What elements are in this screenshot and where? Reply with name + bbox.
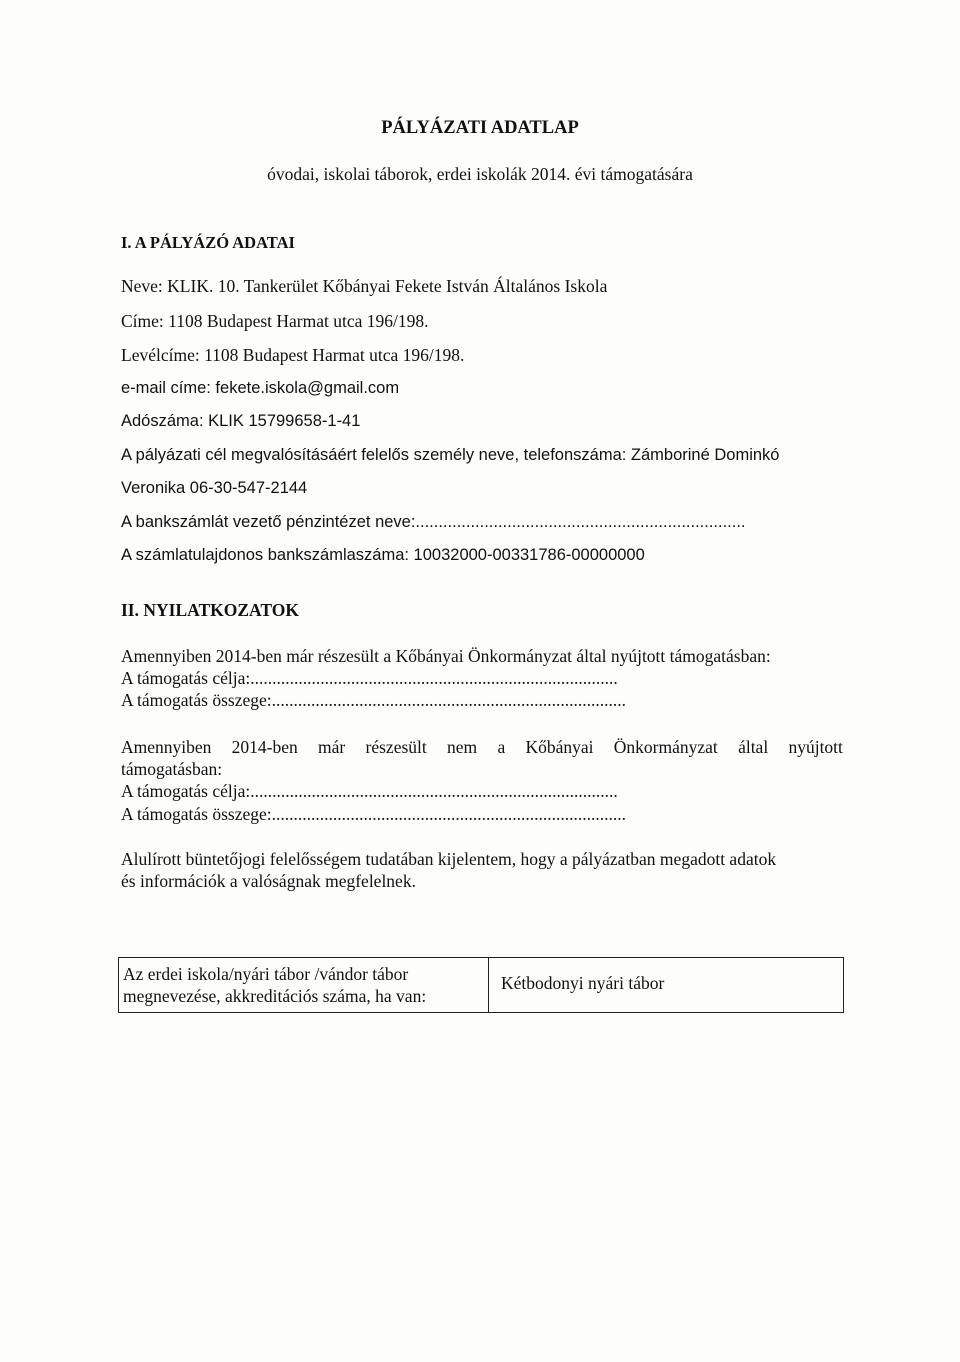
declaration-1-intro: Amennyiben 2014-ben már részesült a Kőbányai Önkormányzat által nyújtott támogatásban: <box>121 646 771 666</box>
section-2-heading: II. NYILATKOZATOK <box>121 600 299 620</box>
declaration-1-purpose: A támogatás célja:.................................................................................... <box>121 668 618 688</box>
declaration-2-word: Kőbányai <box>525 737 594 757</box>
liability-statement-line1: Alulírott büntetőjogi felelősségem tudatában kijelentem, hogy a pályázatban megadott adatok <box>121 849 777 869</box>
declaration-2-word: Amennyiben <box>121 737 212 757</box>
section-1-heading: I. A PÁLYÁZÓ ADATAI <box>121 233 295 252</box>
declaration-2-purpose: A támogatás célja:.................................................................................... <box>121 781 618 801</box>
liability-statement-line2: és információk a valóságnak megfelelnek. <box>121 871 416 891</box>
page-subtitle: óvodai, iskolai táborok, erdei iskolák 2014. évi támogatására <box>267 164 693 184</box>
responsible-person-line2: Veronika 06-30-547-2144 <box>121 479 308 497</box>
camp-info-table <box>118 957 844 1013</box>
declaration-2-word: nem <box>447 737 478 757</box>
declaration-2-word: 2014-ben <box>231 737 298 757</box>
camp-name: Kétbodonyi nyári tábor <box>501 973 665 993</box>
applicant-name: Neve: KLIK. 10. Tankerület Kőbányai Fekete István Általános Iskola <box>121 276 608 296</box>
camp-value-cell <box>489 958 843 1012</box>
applicant-mail-address: Levélcíme: 1108 Budapest Harmat utca 196/198. <box>121 345 465 365</box>
declaration-2-intro <box>121 737 843 757</box>
declaration-2-amount: A támogatás összege:................................................................................. <box>121 804 627 824</box>
applicant-email: e-mail címe: fekete.iskola@gmail.com <box>121 379 400 397</box>
declaration-2-word: már <box>318 737 346 757</box>
applicant-tax-number: Adószáma: KLIK 15799658-1-41 <box>121 412 361 430</box>
camp-label-cell <box>119 958 489 1012</box>
camp-label-line2: megnevezése, akkreditációs száma, ha van: <box>123 986 427 1006</box>
bank-name-field: A bankszámlát vezető pénzintézet neve:........................................................................ <box>121 513 746 531</box>
declaration-2-word: nyújtott <box>788 737 843 757</box>
page-title: PÁLYÁZATI ADATLAP <box>381 118 579 138</box>
declaration-2-word: által <box>738 737 769 757</box>
camp-label-line1: Az erdei iskola/nyári tábor /vándor tábor <box>123 964 409 984</box>
declaration-2-word: a <box>497 737 506 757</box>
account-number: A számlatulajdonos bankszámlaszáma: 10032000-00331786-00000000 <box>121 546 645 564</box>
declaration-2-intro-cont: támogatásban: <box>121 759 223 779</box>
declaration-1-amount: A támogatás összege:................................................................................. <box>121 690 627 710</box>
declaration-2-word: részesült <box>365 737 427 757</box>
applicant-address: Címe: 1108 Budapest Harmat utca 196/198. <box>121 311 429 331</box>
responsible-person-line1: A pályázati cél megvalósításáért felelős személy neve, telefonszáma: Zámboriné Dominkó <box>121 446 780 464</box>
declaration-2-word: Önkormányzat <box>613 737 718 757</box>
